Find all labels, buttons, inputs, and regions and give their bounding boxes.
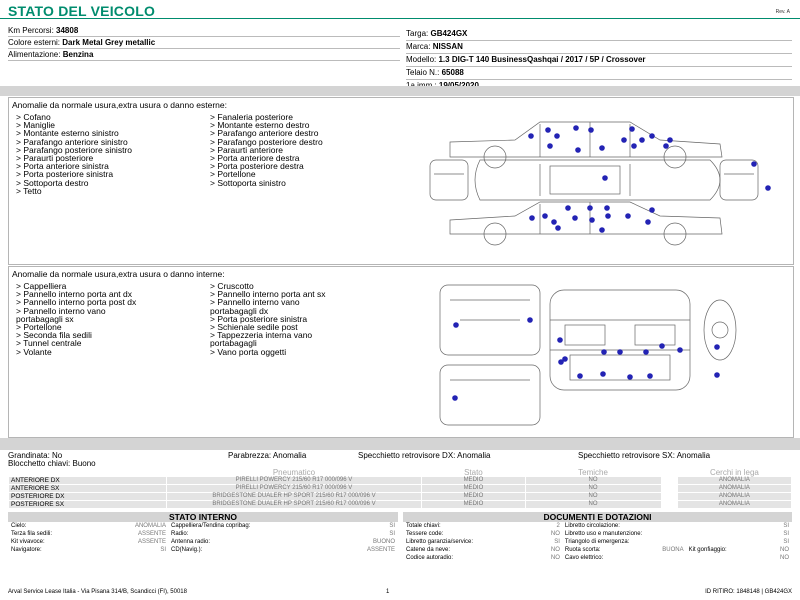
- page-title: STATO DEL VEICOLO: [8, 3, 156, 19]
- info-colore: Colore esterni: Dark Metal Grey metallic: [8, 38, 400, 49]
- list-item: > Sottoporta destro: [16, 177, 89, 188]
- list-item: > Tappezzeria interna vano: [210, 330, 313, 341]
- divider-bar-2: [0, 438, 800, 450]
- vehicle-info-right: [406, 29, 792, 92]
- kv-value: BUONA: [638, 547, 687, 555]
- kv-value: NO: [537, 547, 563, 555]
- list-item: portabagagli sx: [16, 313, 74, 324]
- damage-marker: [453, 322, 459, 328]
- table-row: [404, 555, 792, 563]
- damage-marker: [601, 349, 607, 355]
- table-row: [9, 477, 792, 485]
- damage-marker: [602, 175, 608, 181]
- tire-temiche: NO: [525, 477, 661, 485]
- kv-key: Catene da neve:: [404, 547, 537, 555]
- stato-interno-title: STATO INTERNO: [8, 512, 398, 522]
- kv-value: SI: [98, 547, 168, 555]
- car-side-outline-bottom: [450, 202, 722, 234]
- vehicle-info-left: [8, 26, 400, 61]
- tire-stato: MEDIO: [422, 477, 525, 485]
- kv-key: Libretto uso e manutenzione:: [562, 531, 765, 539]
- tire-pos: POSTERIORE DX: [9, 493, 167, 501]
- damage-marker: [663, 143, 669, 149]
- tire-model: BRIDGESTONE DUALER HP SPORT 215/60 R17 000/096 V: [166, 493, 422, 501]
- table-row: [9, 485, 792, 493]
- tire-stato: MEDIO: [422, 501, 525, 509]
- kv-value: SI: [333, 531, 397, 539]
- damage-marker: [572, 215, 578, 221]
- list-item: > Pannello interno vano: [16, 305, 106, 316]
- damage-marker: [452, 395, 458, 401]
- damage-marker: [625, 213, 631, 219]
- car-front-view: [430, 160, 468, 200]
- kv-value: 2: [537, 523, 563, 531]
- info-modello: Modello: 1.3 DIG-T 140 BusinessQashqai / 2017 / 5P / Crossover: [406, 55, 792, 67]
- kv-key: Cavo elettrico:: [562, 555, 765, 563]
- list-item: > Porta posteriore sinistra: [16, 169, 114, 180]
- tires-header-temiche: Temiche: [525, 469, 661, 477]
- list-item: > Sottoporta sinistro: [210, 177, 286, 188]
- list-item: > Porta posteriore destra: [210, 161, 304, 172]
- damage-marker: [631, 143, 637, 149]
- external-damage-list-2: [210, 113, 323, 187]
- list-item: > Parafango anteriore destro: [210, 128, 319, 139]
- damage-marker: [604, 205, 610, 211]
- damage-marker: [599, 145, 605, 151]
- tire-gap: [661, 477, 677, 485]
- damage-marker: [587, 205, 593, 211]
- damage-marker: [542, 213, 548, 219]
- damage-marker: [529, 215, 535, 221]
- tires-header-stato: Stato: [422, 469, 525, 477]
- kv-value: ANOMALIA: [98, 523, 168, 531]
- kv-value: SI: [333, 523, 397, 531]
- internal-damage-markers: [452, 317, 720, 401]
- tires-header-row: [9, 469, 792, 477]
- list-item: > Porta posteriore sinistra: [210, 313, 308, 324]
- list-item: > Maniglie: [16, 120, 55, 131]
- table-row: [9, 523, 398, 531]
- kv-value: ASSENTE: [333, 547, 397, 555]
- list-item: > Porta anteriore sinistra: [16, 161, 109, 172]
- list-item: > Volante: [16, 346, 52, 357]
- list-item: > Parafango anteriore sinistro: [16, 136, 128, 147]
- tire-pos: POSTERIORE SX: [9, 501, 167, 509]
- status-parabrezza: Parabrezza: Anomalia: [228, 451, 307, 460]
- tire-cerchi: ANOMALIA: [677, 493, 791, 501]
- tire-model: BRIDGESTONE DUALER HP SPORT 215/60 R17 000/096 V: [166, 501, 422, 509]
- status-specchietto-dx: Specchietto retrovisore DX: Anomalia: [358, 451, 491, 460]
- kv-value: SI: [766, 539, 792, 547]
- kv-value: NO: [537, 555, 563, 563]
- damage-marker: [575, 147, 581, 153]
- steering-wheel-view: [704, 300, 736, 360]
- interior-rear-panel: [440, 365, 540, 425]
- documenti-title: DOCUMENTI E DOTAZIONI: [403, 512, 792, 522]
- external-damage-title: Anomalie da normale usura,extra usura o danno esterne:: [12, 100, 227, 110]
- list-item: > Parafango posteriore destro: [210, 136, 323, 147]
- damage-marker: [551, 219, 557, 225]
- damage-marker: [527, 317, 533, 323]
- kv-key: Navigatore:: [9, 547, 99, 555]
- kv-key: Radio:: [168, 531, 333, 539]
- kv-key: Triangolo di emergenza:: [562, 539, 765, 547]
- internal-damage-list-1: [16, 282, 136, 356]
- list-item: > Portellone: [16, 322, 62, 333]
- list-item: portabagagli dx: [210, 305, 269, 316]
- tire-model: PIRELLI POWERCY 215/60 R17 000/096 V: [166, 477, 422, 485]
- tire-stato: MEDIO: [422, 485, 525, 493]
- damage-marker: [617, 349, 623, 355]
- list-item: > Vano porta oggetti: [210, 346, 287, 357]
- damage-marker: [555, 225, 561, 231]
- kv-value: BUONO: [333, 539, 397, 547]
- table-row: [404, 531, 792, 539]
- list-item: > Pannello interno porta ant dx: [16, 289, 133, 300]
- kv-value: ASSENTE: [98, 539, 168, 547]
- kv-key: Libretto garanzia/service:: [404, 539, 537, 547]
- status-specchietto-sx: Specchietto retrovisore SX: Anomalia: [578, 451, 711, 460]
- list-item: > Fanaleria posteriore: [210, 112, 293, 122]
- damage-marker: [667, 137, 673, 143]
- kv-key: Kit vivavoce:: [9, 539, 99, 547]
- list-item: > Pannello interno porta ant sx: [210, 289, 326, 300]
- internal-damage-list-2: [210, 282, 326, 356]
- external-damage-markers: [528, 125, 771, 233]
- damage-marker: [627, 374, 633, 380]
- damage-marker: [629, 126, 635, 132]
- damage-marker: [545, 127, 551, 133]
- damage-marker: [645, 219, 651, 225]
- divider-bar: [0, 86, 800, 96]
- tire-stato: MEDIO: [422, 493, 525, 501]
- tires-header-gap: [661, 469, 677, 477]
- damage-marker: [547, 143, 553, 149]
- table-row: [9, 501, 792, 509]
- tire-temiche: NO: [525, 501, 661, 509]
- tire-temiche: NO: [525, 485, 661, 493]
- kv-value: SI: [766, 523, 792, 531]
- internal-damage-title: Anomalie da normale usura,extra usura o danno interne:: [12, 269, 225, 279]
- list-item: > Porta anteriore destra: [210, 153, 300, 164]
- list-item: > Schienale sedile post: [210, 322, 298, 333]
- list-item: > Montante esterno sinistro: [16, 128, 119, 139]
- tire-gap: [661, 501, 677, 509]
- damage-marker: [751, 161, 757, 167]
- tires-header-cerchi: Cerchi in lega: [677, 469, 791, 477]
- list-item: > Tunnel centrale: [16, 338, 82, 349]
- kv-key: Codice autoradio:: [404, 555, 537, 563]
- list-item: > Portellone: [210, 169, 256, 180]
- table-row: [9, 547, 398, 555]
- tires-header-pos: [9, 469, 167, 477]
- tire-temiche: NO: [525, 493, 661, 501]
- kv-value: NO: [766, 547, 792, 555]
- damage-marker: [621, 137, 627, 143]
- list-item: > Pannello interno vano: [210, 297, 300, 308]
- kv-key: Kit gonfiaggio:: [686, 547, 765, 555]
- damage-marker: [714, 372, 720, 378]
- list-item: > Parafango posteriore sinistro: [16, 144, 132, 155]
- tire-model: PIRELLI POWERCY 215/60 R17 000/096 V: [166, 485, 422, 493]
- status-grandinata: Grandinata: No: [8, 451, 63, 460]
- damage-marker: [573, 125, 579, 131]
- tire-gap: [661, 485, 677, 493]
- list-item: portabagagli: [210, 338, 257, 349]
- damage-marker: [589, 217, 595, 223]
- title-underline: [0, 18, 800, 19]
- kv-value: ASSENTE: [98, 531, 168, 539]
- table-row: [404, 547, 792, 555]
- damage-marker: [714, 344, 720, 350]
- damage-marker: [588, 127, 594, 133]
- stato-interno-table: [8, 522, 398, 555]
- tire-cerchi: ANOMALIA: [677, 477, 791, 485]
- interior-top-view: [550, 290, 690, 390]
- kv-key: Cielo:: [9, 523, 99, 531]
- exterior-car-diagram: [420, 112, 790, 260]
- info-telaio: Telaio N.: 65088: [406, 68, 792, 80]
- revision-label: Rev. A: [775, 9, 790, 15]
- damage-marker: [605, 213, 611, 219]
- kv-key: Libretto circolazione:: [562, 523, 765, 531]
- damage-marker: [677, 347, 683, 353]
- documenti-table: [403, 522, 792, 563]
- list-item: > Seconda fila sedili: [16, 330, 92, 341]
- status-blocchetto: Blocchetto chiavi: Buono: [8, 459, 96, 468]
- table-row: [404, 523, 792, 531]
- table-row: [9, 531, 398, 539]
- list-item: > Paraurti anteriore: [210, 144, 283, 155]
- damage-marker: [765, 185, 771, 191]
- kv-value: NO: [766, 555, 792, 563]
- table-row: [404, 539, 792, 547]
- info-marca: Marca: NISSAN: [406, 42, 792, 54]
- kv-value: SI: [537, 539, 563, 547]
- tires-table: [8, 468, 792, 509]
- list-item: > Tetto: [16, 185, 42, 196]
- tire-pos: ANTERIORE DX: [9, 477, 167, 485]
- kv-key: Cappelliera/Tendina copribag:: [168, 523, 333, 531]
- damage-marker: [649, 133, 655, 139]
- damage-marker: [643, 349, 649, 355]
- kv-key: CD(Navig.):: [168, 547, 333, 555]
- damage-marker: [554, 133, 560, 139]
- kv-key: Terza fila sedili:: [9, 531, 99, 539]
- list-item: > Cruscotto: [210, 281, 254, 291]
- damage-marker: [558, 359, 564, 365]
- damage-marker: [649, 207, 655, 213]
- damage-marker: [599, 227, 605, 233]
- footer-address: Arval Service Lease Italia - Via Pisana 314/B, Scandicci (FI), 50018: [8, 589, 187, 595]
- damage-marker: [659, 343, 665, 349]
- info-alimentazione: Alimentazione: Benzina: [8, 50, 400, 61]
- tire-cerchi: ANOMALIA: [677, 501, 791, 509]
- kv-key: Ruota scorta:: [562, 547, 637, 555]
- list-item: > Paraurti posteriore: [16, 153, 94, 164]
- tire-gap: [661, 493, 677, 501]
- list-item: > Cofano: [16, 112, 51, 122]
- damage-marker: [647, 373, 653, 379]
- info-km: Km Percorsi: 34808: [8, 26, 400, 37]
- damage-marker: [600, 371, 606, 377]
- footer-id-ritiro: ID RITIRO: 1848148 | GB424GX: [705, 589, 792, 595]
- kv-key: Tessere code:: [404, 531, 537, 539]
- tire-cerchi: ANOMALIA: [677, 485, 791, 493]
- interior-car-diagram: [430, 280, 790, 430]
- footer-page-number: 1: [386, 589, 390, 595]
- damage-marker: [577, 373, 583, 379]
- kv-value: NO: [537, 531, 563, 539]
- info-targa: Targa: GB424GX: [406, 29, 792, 41]
- table-row: [9, 539, 398, 547]
- external-damage-list-1: [16, 113, 132, 195]
- car-side-outline-top: [450, 122, 722, 157]
- damage-marker: [557, 337, 563, 343]
- kv-key: Totale chiavi:: [404, 523, 537, 531]
- list-item: > Cappelliera: [16, 281, 67, 291]
- kv-key: Antenna radio:: [168, 539, 333, 547]
- list-item: > Pannello interno porta post dx: [16, 297, 137, 308]
- damage-marker: [639, 137, 645, 143]
- damage-marker: [528, 133, 534, 139]
- kv-value: SI: [766, 531, 792, 539]
- list-item: > Montante esterno destro: [210, 120, 310, 131]
- damage-marker: [565, 205, 571, 211]
- table-row: [9, 493, 792, 501]
- tires-header-pneumatico: Pneumatico: [166, 469, 422, 477]
- tire-pos: ANTERIORE SX: [9, 485, 167, 493]
